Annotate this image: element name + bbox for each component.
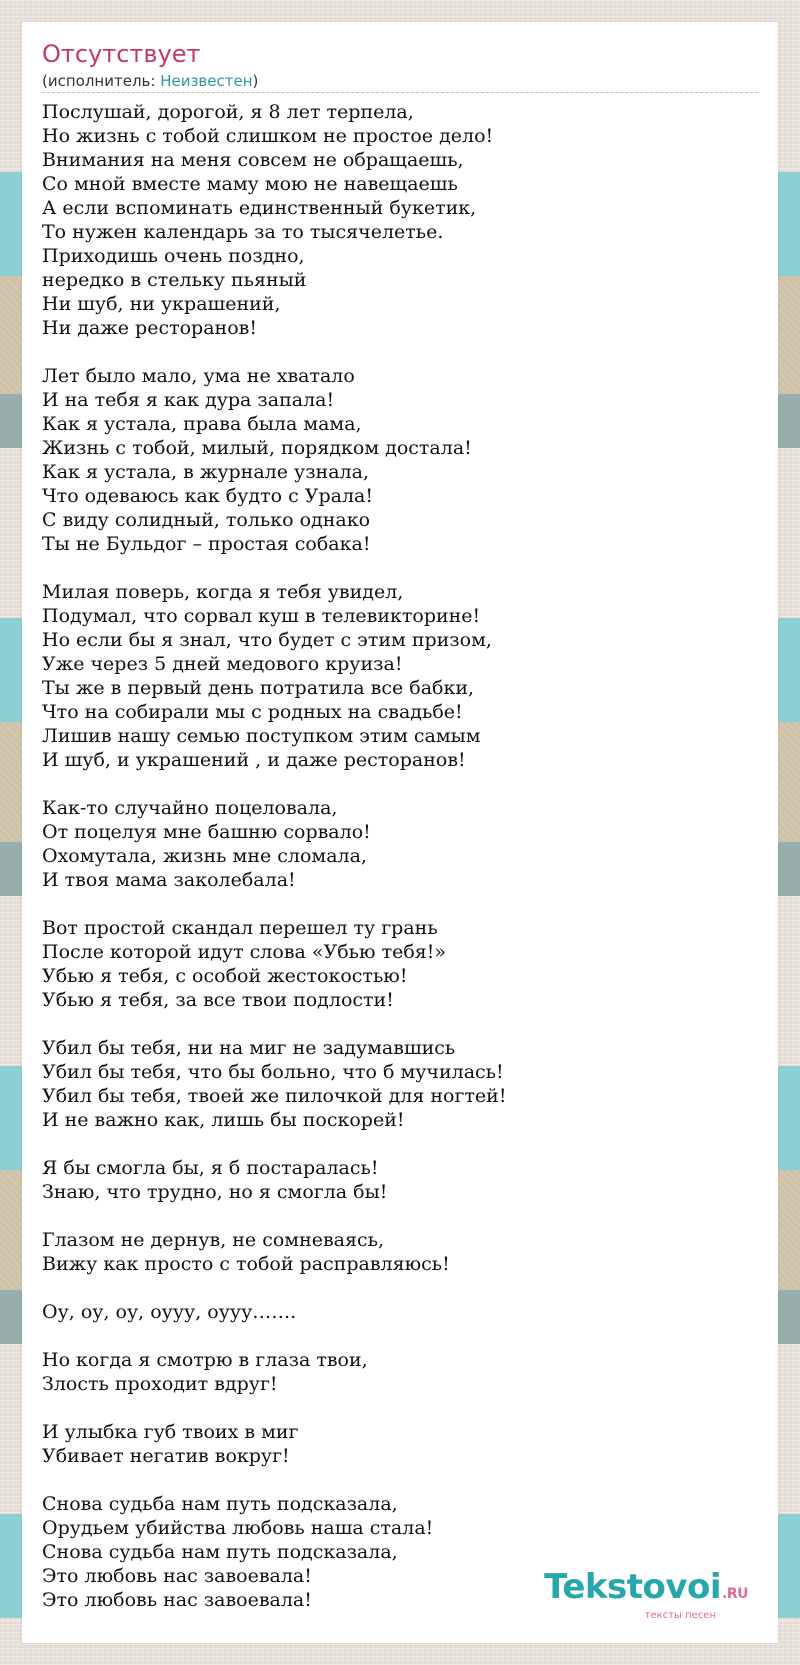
artist-line [42, 72, 258, 90]
lyric-line: Приходишь очень поздно, [42, 245, 305, 267]
lyric-line: Послушай, дорогой, я 8 лет терпела, [42, 101, 414, 123]
lyric-line: Убил бы тебя, твоей же пилочкой для ногтей! [42, 1085, 507, 1107]
logo-tld: .RU [722, 1586, 748, 1602]
lyric-line: Ни шуб, ни украшений, [42, 293, 281, 315]
lyric-line: Вот простой скандал перешел ту грань [42, 917, 438, 939]
lyric-line: Что одеваюсь как будто с Урала! [42, 485, 374, 507]
lyrics-stanza [42, 916, 758, 1012]
lyric-line: Ни даже ресторанов! [42, 317, 257, 339]
lyrics-stanza [42, 1228, 758, 1276]
lyric-line: Уже через 5 дней медового круиза! [42, 653, 403, 675]
lyric-line: Подумал, что сорвал куш в телевикторине! [42, 605, 481, 627]
lyric-line: И на тебя я как дура запала! [42, 389, 335, 411]
lyrics-stanza [42, 1300, 758, 1324]
lyric-line: Жизнь с тобой, милый, порядком достала! [42, 437, 472, 459]
lyrics-stanza [42, 796, 758, 892]
lyric-line: Ты не Бульдог – простая собака! [42, 533, 371, 555]
lyric-line: И улыбка губ твоих в миг [42, 1421, 299, 1443]
artist-prefix: (исполнитель: [42, 72, 161, 90]
lyric-line: нередко в стельку пьяный [42, 269, 307, 291]
site-logo [544, 1567, 748, 1621]
lyric-line: Убил бы тебя, что бы больно, что б мучилась! [42, 1061, 504, 1083]
lyric-line: Это любовь нас завоевала! [42, 1589, 312, 1611]
lyric-line: Убивает негатив вокруг! [42, 1445, 290, 1467]
lyric-line: И твоя мама заколебала! [42, 869, 296, 891]
lyrics-stanza [42, 1156, 758, 1204]
lyric-line: Что на собирали мы с родных на свадьбе! [42, 701, 463, 723]
logo-tagline: тексты песен [644, 1610, 716, 1621]
lyric-line: Как я устала, в журнале узнала, [42, 461, 369, 483]
lyrics-stanza [42, 1348, 758, 1396]
lyric-line: От поцелуя мне башню сорвало! [42, 821, 371, 843]
lyric-line: Убью я тебя, с особой жестокостью! [42, 965, 408, 987]
logo-brand: Tekstovoi [544, 1567, 722, 1607]
lyrics-stanza [42, 364, 758, 556]
lyric-line: Глазом не дернув, не сомневаясь, [42, 1229, 385, 1251]
lyric-line: С виду солидный, только однако [42, 509, 371, 531]
lyrics-stanza [42, 100, 758, 340]
lyric-line: Лет было мало, ума не хватало [42, 365, 355, 387]
lyric-line: Как-то случайно поцеловала, [42, 797, 338, 819]
lyrics-body [42, 100, 758, 1636]
lyric-line: Знаю, что трудно, но я смогла бы! [42, 1181, 388, 1203]
lyric-line: После которой идут слова «Убью тебя!» [42, 941, 447, 963]
artist-link[interactable]: Неизвестен [160, 72, 253, 90]
lyric-line: И не важно как, лишь бы поскорей! [42, 1109, 405, 1131]
lyric-line: Но если бы я знал, что будет с этим призом, [42, 629, 492, 651]
lyric-line: Вижу как просто с тобой расправляюсь! [42, 1253, 450, 1275]
lyric-line: Снова судьба нам путь подсказала, [42, 1541, 398, 1563]
lyric-line: И шуб, и украшений , и даже ресторанов! [42, 749, 466, 771]
lyric-line: Внимания на меня совсем не обращаешь, [42, 149, 464, 171]
artist-suffix: ) [252, 72, 259, 90]
lyric-line: Это любовь нас завоевала! [42, 1565, 312, 1587]
song-title: Отсутствует [42, 40, 201, 68]
divider [42, 92, 758, 93]
lyric-line: Снова судьба нам путь подсказала, [42, 1493, 398, 1515]
lyric-line: Милая поверь, когда я тебя увидел, [42, 581, 404, 603]
lyric-line: Как я устала, права была мама, [42, 413, 362, 435]
lyrics-stanza [42, 1420, 758, 1468]
lyrics-card [22, 22, 778, 1643]
lyric-line: Ты же в первый день потратила все бабки, [42, 677, 475, 699]
lyric-line: Убил бы тебя, ни на миг не задумавшись [42, 1037, 456, 1059]
lyric-line: А если вспоминать единственный букетик, [42, 197, 477, 219]
lyric-line: Охомутала, жизнь мне сломала, [42, 845, 367, 867]
lyric-line: Оу, оу, оу, оууу, оууу……. [42, 1301, 297, 1323]
lyric-line: Но жизнь с тобой слишком не простое дело! [42, 125, 494, 147]
lyric-line: Но когда я смотрю в глаза твои, [42, 1349, 368, 1371]
lyric-line: Я бы смогла бы, я б постаралась! [42, 1157, 379, 1179]
lyric-line: Злость проходит вдруг! [42, 1373, 278, 1395]
lyric-line: Убью я тебя, за все твои подлости! [42, 989, 394, 1011]
lyric-line: Орудьем убийства любовь наша стала! [42, 1517, 434, 1539]
lyric-line: Лишив нашу семью поступком этим самым [42, 725, 481, 747]
lyric-line: То нужен календарь за то тысячелетье. [42, 221, 444, 243]
lyrics-stanza [42, 580, 758, 772]
lyrics-stanza [42, 1036, 758, 1132]
lyric-line: Со мной вместе маму мою не навещаешь [42, 173, 458, 195]
